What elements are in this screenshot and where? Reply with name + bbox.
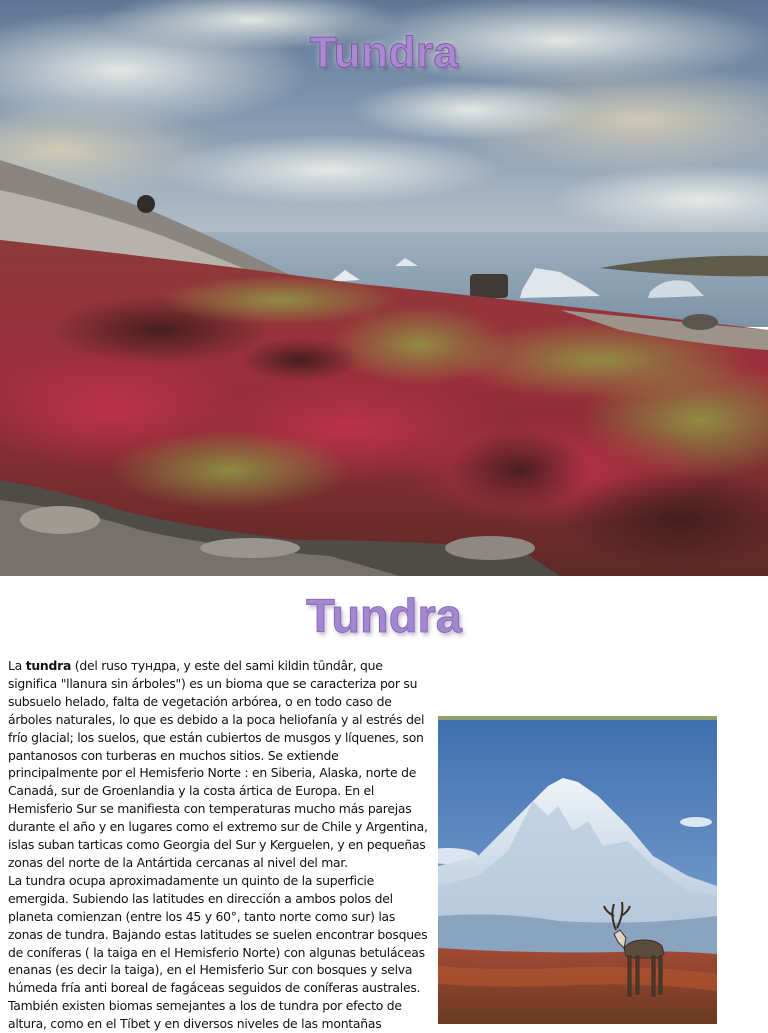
- paragraph-1: [8, 657, 432, 872]
- body-text: [8, 657, 432, 1033]
- paragraph-1-keyword: tundra: [25, 658, 72, 673]
- side-photo: [438, 716, 717, 1024]
- paragraph-1-lead: La: [8, 658, 26, 673]
- paragraph-1-text: (del ruso тундра, y este del sami kildin tūndâr, que significa "llanura sin árboles") es un bioma que se caracteriza por su subsuelo helado, falta de vegetación arbórea, o en todo caso de árboles naturales, lo que es debido a la poca heliofanía y al estrés del frío glacial; los suelos, que están cubiertos de musgos y líquenes, son pantanosos con turberas en muchos sitios. Se extiende principalmente por el Hemisferio Norte : en Siberia, Alaska, norte de Canadá, sur de Groenlandia y la costa ártica de Europa. En el Hemisferio Sur se manifiesta con temperaturas mucho más parejas durante el año y en lugares como el extremo sur de Chile y Argentina, islas suban tarticas como Georgia del Sur y Kerguelen, y en pequeñas zonas del norte de la Antártida cercanas al nivel del mar.: [8, 658, 428, 870]
- page-title: Tundra: [306, 589, 462, 642]
- hero-title: Tundra: [309, 28, 459, 77]
- paragraph-2: La tundra ocupa aproximadamente un quinto de la superficie emergida. Subiendo las latitudes en dirección a ambos polos del planeta comienzan (entre los 45 y 60°, tanto norte como sur) las zonas de tundra. Bajando estas latitudes se suelen encontrar bosques de coníferas ( la taiga en el Hemisferio Norte) con algunas betuláceas enanas (es decir la taiga), en el Hemisferio Sur con bosques y selva húmeda fría anti boreal de fagáceas seguidos de coníferas australes. También existen biomas semejantes a los de tundra por efecto de altura, como en el Tíbet y en diversos niveles de las montañas: [8, 872, 428, 1032]
- caribou-mountain-photo: [438, 716, 717, 1024]
